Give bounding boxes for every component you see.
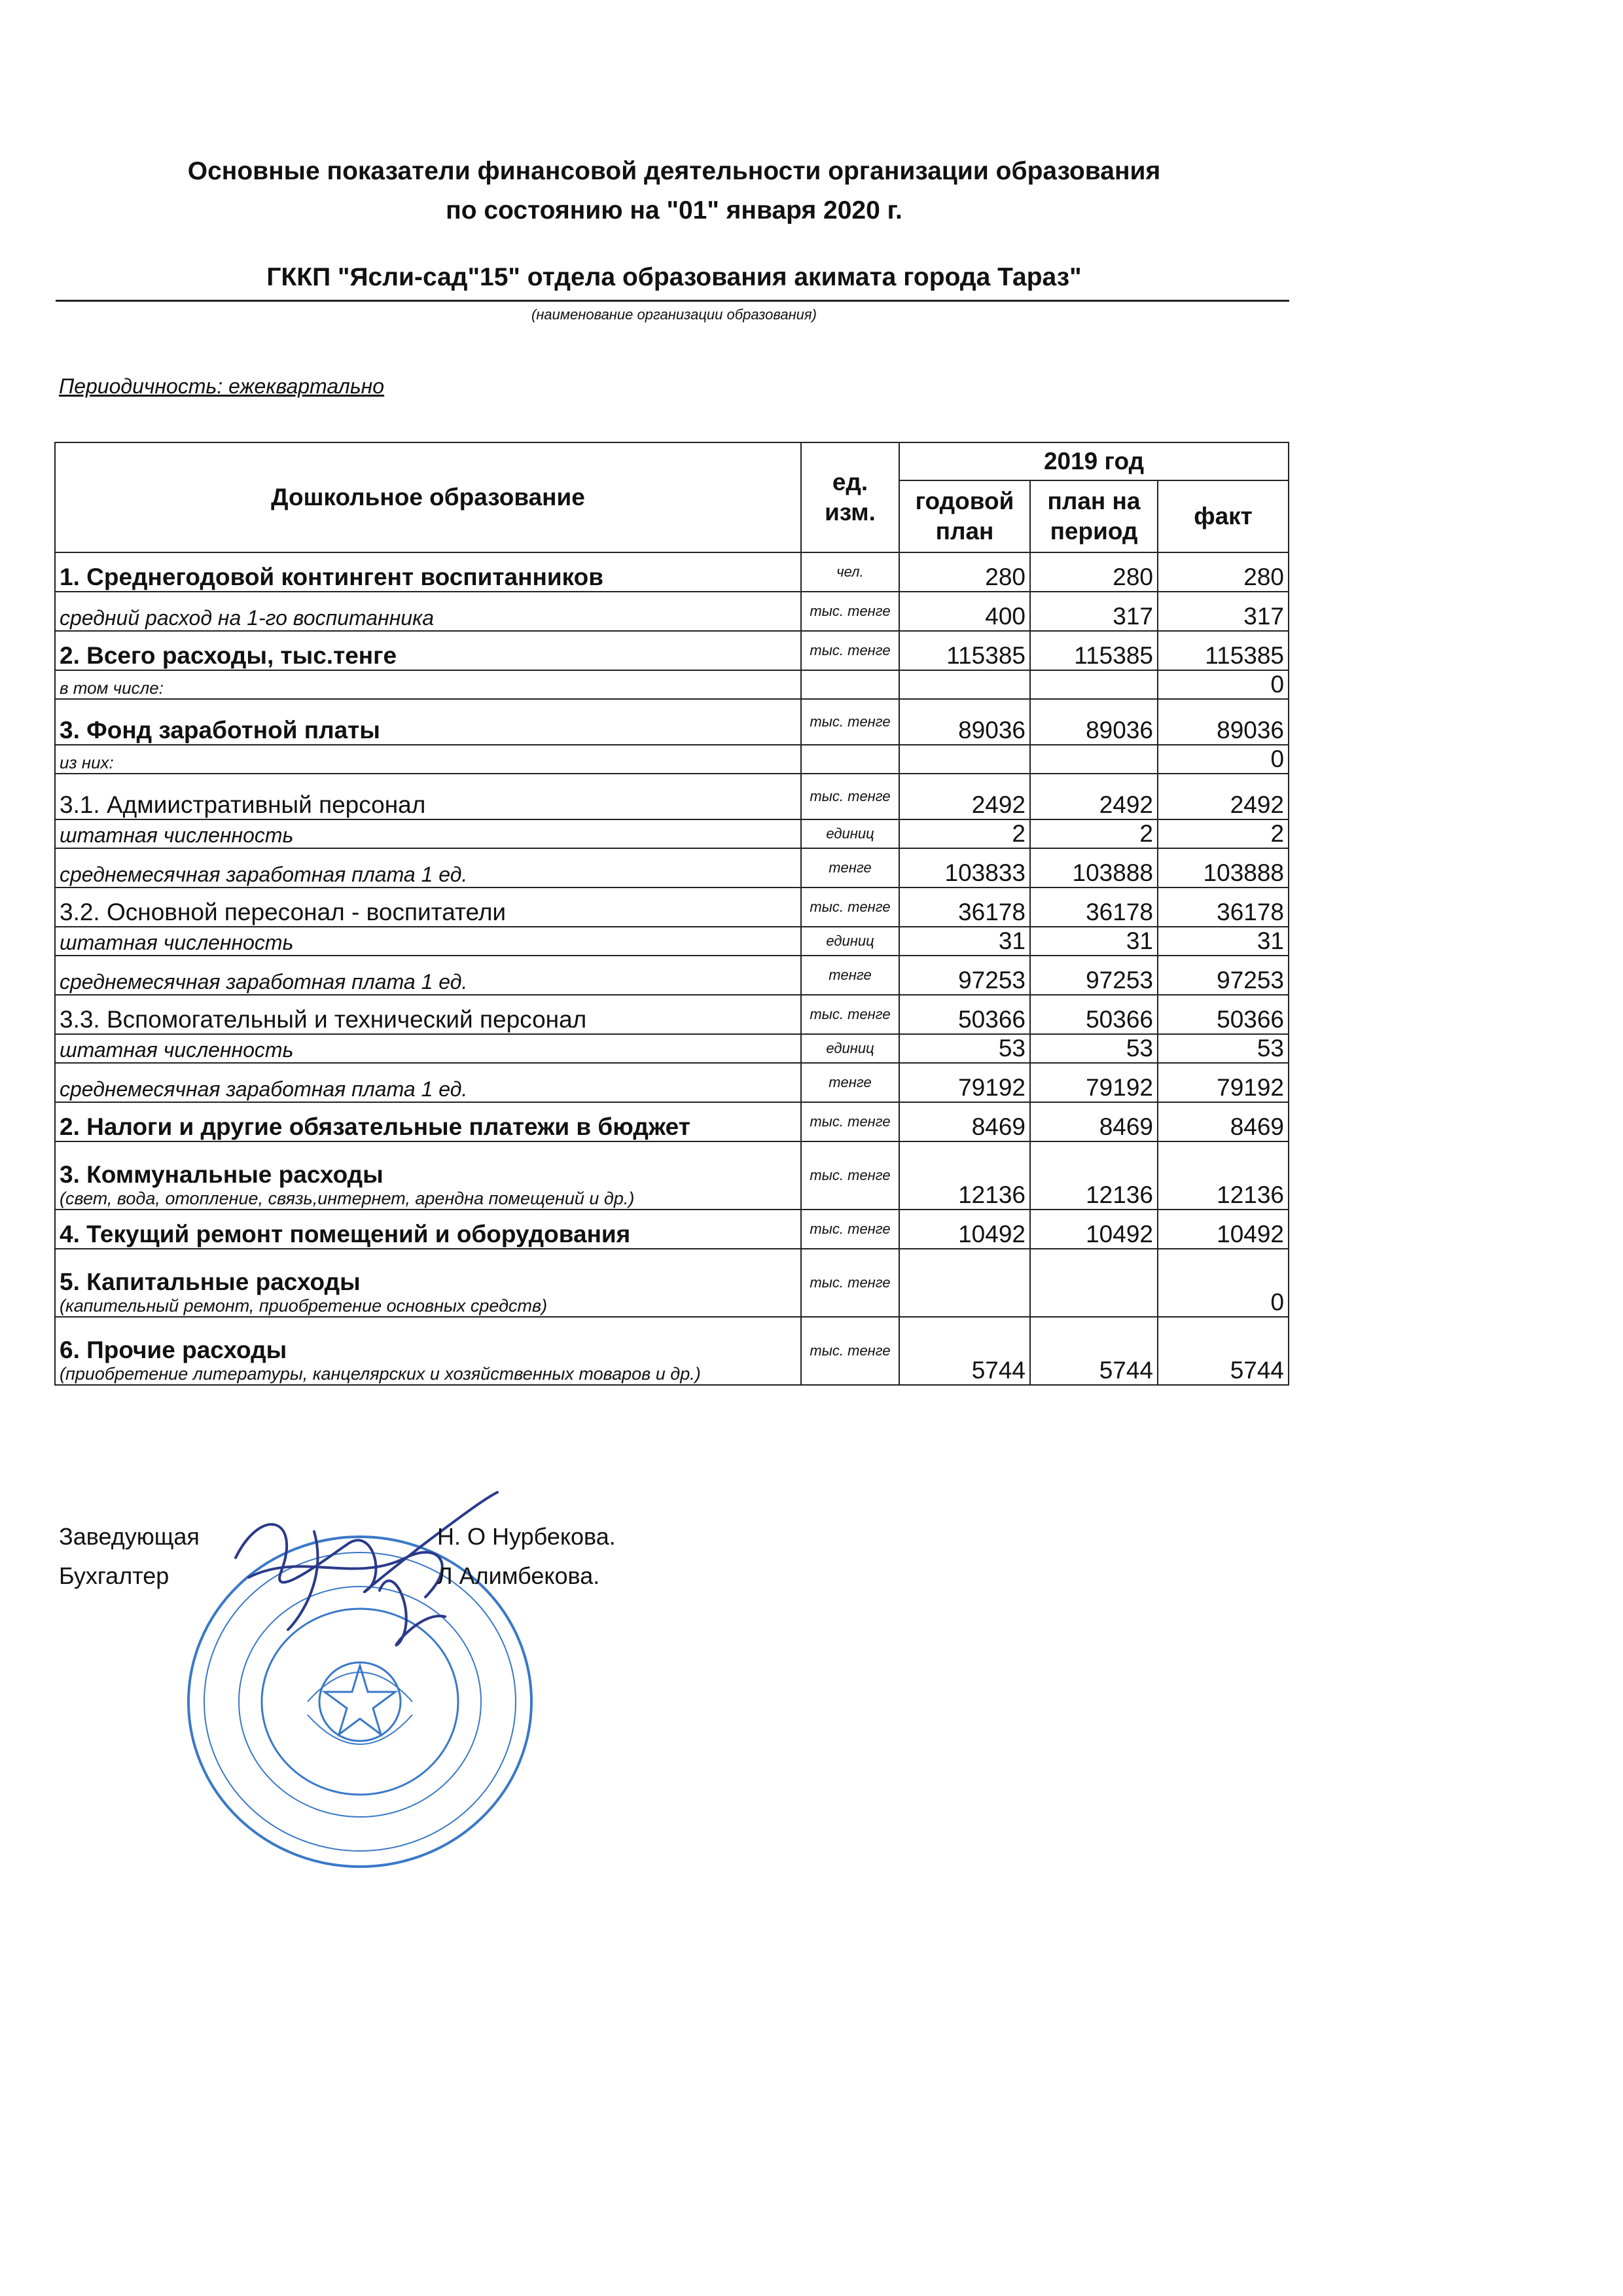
table-body — [55, 552, 1289, 1385]
table-row — [55, 819, 1289, 848]
accountant-title: Бухгалтер — [59, 1562, 169, 1589]
row-name — [55, 1063, 801, 1102]
row-unit: единиц — [801, 1034, 899, 1063]
row-period-plan: 97253 — [1030, 956, 1158, 995]
row-unit: тенге — [801, 956, 899, 995]
row-fact: 89036 — [1158, 699, 1289, 745]
row-name-text: в том числе: — [60, 678, 164, 698]
row-period-plan — [1030, 745, 1158, 774]
row-fact: 103888 — [1158, 848, 1289, 888]
row-fact: 8469 — [1158, 1102, 1289, 1141]
table-header-row — [55, 442, 1289, 480]
header-period-plan-line-1: план на — [1047, 488, 1141, 514]
row-name-text: среднемесячная заработная плата 1 ед. — [60, 1077, 468, 1101]
table-row — [55, 1317, 1289, 1385]
header-annual-plan — [899, 480, 1030, 552]
row-fact: 0 — [1158, 1249, 1289, 1317]
row-fact: 50366 — [1158, 995, 1289, 1034]
row-annual-plan: 53 — [899, 1034, 1030, 1063]
row-name — [55, 631, 801, 670]
row-unit: тыс. тенге — [801, 1210, 899, 1249]
signature-names — [437, 1517, 616, 1596]
row-fact: 31 — [1158, 927, 1289, 956]
row-fact: 280 — [1158, 552, 1289, 592]
row-fact: 5744 — [1158, 1317, 1289, 1385]
row-name — [55, 927, 801, 956]
table-row — [55, 888, 1289, 927]
row-name-text: среднемесячная заработная плата 1 ед. — [60, 863, 468, 886]
row-period-plan: 10492 — [1030, 1210, 1158, 1249]
row-name — [55, 995, 801, 1034]
row-name-text: 6. Прочие расходы — [60, 1336, 287, 1363]
row-unit — [801, 745, 899, 774]
header-fact: факт — [1158, 480, 1289, 552]
table-row — [55, 1249, 1289, 1317]
head-name: Н. О Нурбекова. — [437, 1523, 616, 1550]
row-unit: тыс. тенге — [801, 888, 899, 927]
row-unit: тенге — [801, 1063, 899, 1102]
row-fact: 0 — [1158, 745, 1289, 774]
header-unit-line-1: ед. — [832, 469, 868, 495]
table-row — [55, 699, 1289, 745]
row-period-plan: 2 — [1030, 819, 1158, 848]
row-unit: тыс. тенге — [801, 631, 899, 670]
row-name-text: 3. Коммунальные расходы — [60, 1161, 383, 1188]
header-unit — [801, 442, 899, 552]
row-name — [55, 552, 801, 592]
row-fact: 53 — [1158, 1034, 1289, 1063]
row-name — [55, 1249, 801, 1317]
row-unit: единиц — [801, 819, 899, 848]
header-category: Дошкольное образование — [55, 442, 801, 552]
row-name-text: 3.3. Вспомогательный и технический персонал — [60, 1006, 587, 1033]
table-row — [55, 848, 1289, 888]
row-period-plan: 115385 — [1030, 631, 1158, 670]
table-row — [55, 592, 1289, 631]
table-row — [55, 1141, 1289, 1210]
header-year: 2019 год — [899, 442, 1289, 480]
header-annual-plan-line-1: годовой — [915, 488, 1014, 514]
row-period-plan: 5744 — [1030, 1317, 1158, 1385]
row-name-text: 2. Всего расходы, тыс.тенге — [60, 642, 397, 669]
row-unit: тенге — [801, 848, 899, 888]
row-period-plan: 50366 — [1030, 995, 1158, 1034]
row-period-plan: 36178 — [1030, 888, 1158, 927]
row-name-text: 1. Среднегодовой контингент воспитанников — [60, 564, 603, 590]
row-annual-plan: 36178 — [899, 888, 1030, 927]
row-name — [55, 1034, 801, 1063]
row-name-text: 3. Фонд заработной платы — [60, 717, 380, 744]
row-name — [55, 848, 801, 888]
title-line-1: Основные показатели финансовой деятельности организации образования — [187, 157, 1161, 185]
row-annual-plan — [899, 745, 1030, 774]
row-name — [55, 1210, 801, 1249]
row-annual-plan: 89036 — [899, 699, 1030, 745]
row-name — [55, 1141, 801, 1210]
row-name-subtext: (свет, вода, отопление, связь,интернет, арендна помещений и др.) — [60, 1189, 635, 1208]
row-fact: 36178 — [1158, 888, 1289, 927]
row-annual-plan — [899, 670, 1030, 699]
head-title: Заведующая — [59, 1523, 200, 1550]
table-row — [55, 1102, 1289, 1141]
row-unit: тыс. тенге — [801, 1249, 899, 1317]
row-period-plan: 280 — [1030, 552, 1158, 592]
header-period-plan — [1030, 480, 1158, 552]
table-row — [55, 956, 1289, 995]
accountant-name: Л Алимбекова. — [437, 1562, 600, 1589]
row-annual-plan: 50366 — [899, 995, 1030, 1034]
row-annual-plan — [899, 1249, 1030, 1317]
row-period-plan: 79192 — [1030, 1063, 1158, 1102]
row-name — [55, 819, 801, 848]
row-unit: единиц — [801, 927, 899, 956]
row-period-plan — [1030, 1249, 1158, 1317]
table-row — [55, 745, 1289, 774]
table-row — [55, 1063, 1289, 1102]
row-name — [55, 956, 801, 995]
row-unit — [801, 670, 899, 699]
row-fact: 2 — [1158, 819, 1289, 848]
organization-caption: (наименование организации образования) — [531, 306, 817, 323]
row-unit: чел. — [801, 552, 899, 592]
title-line-2: по состоянию на "01" января 2020 г. — [446, 196, 902, 224]
row-period-plan: 89036 — [1030, 699, 1158, 745]
row-annual-plan: 31 — [899, 927, 1030, 956]
row-annual-plan: 2492 — [899, 774, 1030, 819]
row-period-plan: 8469 — [1030, 1102, 1158, 1141]
row-annual-plan: 97253 — [899, 956, 1030, 995]
row-fact: 115385 — [1158, 631, 1289, 670]
organization-name: ГККП "Ясли-сад"15" отдела образования акимата города Тараз" — [266, 263, 1082, 291]
table-row — [55, 774, 1289, 819]
row-name — [55, 670, 801, 699]
row-name-text: штатная численность — [60, 1038, 294, 1062]
row-unit: тыс. тенге — [801, 1102, 899, 1141]
row-annual-plan: 280 — [899, 552, 1030, 592]
row-name — [55, 888, 801, 927]
row-annual-plan: 103833 — [899, 848, 1030, 888]
row-annual-plan: 115385 — [899, 631, 1030, 670]
table-row — [55, 670, 1289, 699]
row-annual-plan: 10492 — [899, 1210, 1030, 1249]
table-row — [55, 1210, 1289, 1249]
row-name-text: штатная численность — [60, 823, 294, 847]
row-fact: 317 — [1158, 592, 1289, 631]
row-period-plan: 317 — [1030, 592, 1158, 631]
financial-indicators-table — [54, 442, 1289, 1386]
row-name — [55, 1102, 801, 1141]
row-annual-plan: 5744 — [899, 1317, 1030, 1385]
row-period-plan: 2492 — [1030, 774, 1158, 819]
row-name-text: средний расход на 1-го воспитанника — [60, 606, 434, 630]
header-unit-line-2: изм. — [825, 499, 876, 526]
row-period-plan: 31 — [1030, 927, 1158, 956]
row-period-plan: 12136 — [1030, 1141, 1158, 1210]
row-period-plan: 53 — [1030, 1034, 1158, 1063]
row-annual-plan: 12136 — [899, 1141, 1030, 1210]
row-fact: 12136 — [1158, 1141, 1289, 1210]
row-annual-plan: 8469 — [899, 1102, 1030, 1141]
row-name-text: штатная численность — [60, 931, 294, 954]
table-row — [55, 927, 1289, 956]
row-unit: тыс. тенге — [801, 774, 899, 819]
row-name — [55, 699, 801, 745]
row-unit: тыс. тенге — [801, 592, 899, 631]
row-name-text: 4. Текущий ремонт помещений и оборудования — [60, 1221, 631, 1247]
row-annual-plan: 400 — [899, 592, 1030, 631]
row-unit: тыс. тенге — [801, 995, 899, 1034]
row-name-text: 5. Капитальные расходы — [60, 1268, 361, 1295]
row-name-text: из них: — [60, 753, 114, 772]
row-name — [55, 745, 801, 774]
row-period-plan: 103888 — [1030, 848, 1158, 888]
row-name-text: среднемесячная заработная плата 1 ед. — [60, 970, 468, 994]
table-row — [55, 552, 1289, 592]
header-annual-plan-line-2: план — [935, 518, 994, 545]
row-unit: тыс. тенге — [801, 1141, 899, 1210]
table-row — [55, 631, 1289, 670]
row-fact: 2492 — [1158, 774, 1289, 819]
row-fact: 0 — [1158, 670, 1289, 699]
row-name — [55, 592, 801, 631]
table-row — [55, 995, 1289, 1034]
header-period-plan-line-2: период — [1050, 518, 1138, 545]
row-unit: тыс. тенге — [801, 699, 899, 745]
document-title — [52, 152, 1296, 230]
row-name-text: 2. Налоги и другие обязательные платежи в бюджет — [60, 1113, 690, 1140]
row-fact: 10492 — [1158, 1210, 1289, 1249]
row-unit: тыс. тенге — [801, 1317, 899, 1385]
row-fact: 79192 — [1158, 1063, 1289, 1102]
row-name — [55, 1317, 801, 1385]
periodicity-label: Периодичность: ежеквартально — [59, 374, 385, 398]
row-name-text: 3.1. Адмиистративный персонал — [60, 791, 426, 818]
row-period-plan — [1030, 670, 1158, 699]
row-name-subtext: (капительный ремонт, приобретение основных средств) — [60, 1296, 548, 1316]
row-name-text: 3.2. Основной пересонал - воспитатели — [60, 899, 507, 925]
row-fact: 97253 — [1158, 956, 1289, 995]
row-name — [55, 774, 801, 819]
row-annual-plan: 2 — [899, 819, 1030, 848]
row-annual-plan: 79192 — [899, 1063, 1030, 1102]
organization-underline — [56, 300, 1289, 302]
row-name-subtext: (приобретение литературы, канцелярских и хозяйственных товаров и др.) — [60, 1364, 701, 1384]
table-row — [55, 1034, 1289, 1063]
